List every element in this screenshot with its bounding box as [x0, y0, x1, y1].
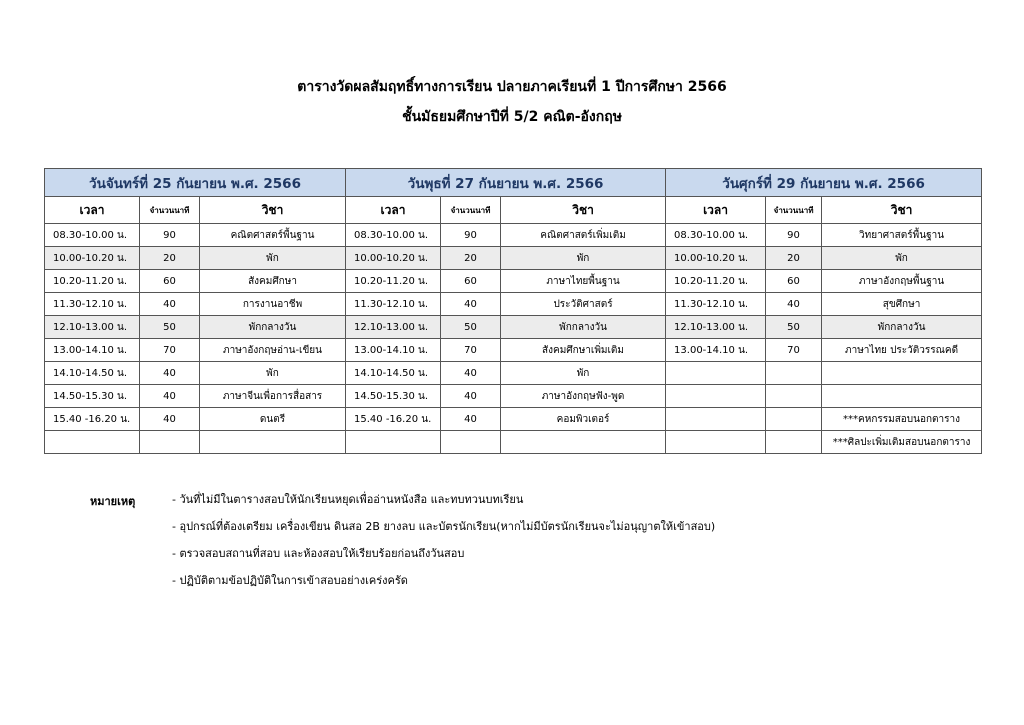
- minutes-cell: 40: [140, 385, 200, 408]
- minutes-cell: 60: [140, 270, 200, 293]
- time-cell: 10.20-11.20 น.: [346, 270, 441, 293]
- col-time: เวลา: [666, 197, 766, 224]
- minutes-cell: 40: [766, 293, 822, 316]
- minutes-cell: 90: [441, 224, 501, 247]
- table-row: [45, 362, 982, 385]
- column-header-row: [45, 197, 982, 224]
- subject-cell: พัก: [501, 247, 666, 270]
- table-row: [45, 431, 982, 454]
- note-item: - ตรวจสอบสถานที่สอบ และห้องสอบให้เรียบร้อยก่อนถึงวันสอบ: [172, 547, 465, 560]
- minutes-cell: 40: [140, 293, 200, 316]
- subject-cell: ภาษาไทยพื้นฐาน: [501, 270, 666, 293]
- subject-cell: [822, 362, 982, 385]
- time-cell: 13.00-14.10 น.: [45, 339, 140, 362]
- table-row: [45, 293, 982, 316]
- time-cell: [346, 431, 441, 454]
- time-cell: 13.00-14.10 น.: [666, 339, 766, 362]
- subject-cell: พัก: [200, 247, 346, 270]
- minutes-cell: 20: [766, 247, 822, 270]
- table-row: [45, 385, 982, 408]
- table-row: [45, 316, 982, 339]
- time-cell: 10.00-10.20 น.: [45, 247, 140, 270]
- note-item: - ปฏิบัติตามข้อปฏิบัติในการเข้าสอบอย่างเคร่งครัด: [172, 574, 408, 587]
- subject-cell: วิทยาศาสตร์พื้นฐาน: [822, 224, 982, 247]
- minutes-cell: 60: [766, 270, 822, 293]
- subject-cell: ภาษาจีนเพื่อการสื่อสาร: [200, 385, 346, 408]
- subject-cell: คณิตศาสตร์พื้นฐาน: [200, 224, 346, 247]
- minutes-cell: 70: [766, 339, 822, 362]
- minutes-cell: [766, 408, 822, 431]
- schedule-body: [45, 224, 982, 454]
- table-row: [45, 247, 982, 270]
- subject-cell: พักกลางวัน: [501, 316, 666, 339]
- subject-cell: ภาษาอังกฤษฟัง-พูด: [501, 385, 666, 408]
- time-cell: 15.40 -16.20 น.: [346, 408, 441, 431]
- note-item: - วันที่ไม่มีในตารางสอบให้นักเรียนหยุดเพื่ออ่านหนังสือ และทบทวนบทเรียน: [172, 493, 524, 506]
- subject-cell: ดนตรี: [200, 408, 346, 431]
- col-time: เวลา: [346, 197, 441, 224]
- time-cell: 10.20-11.20 น.: [45, 270, 140, 293]
- minutes-cell: 40: [441, 293, 501, 316]
- minutes-cell: [140, 431, 200, 454]
- minutes-cell: [766, 431, 822, 454]
- time-cell: 14.10-14.50 น.: [346, 362, 441, 385]
- table-row: [45, 408, 982, 431]
- minutes-cell: 40: [441, 408, 501, 431]
- subject-cell: การงานอาชีพ: [200, 293, 346, 316]
- minutes-cell: 20: [441, 247, 501, 270]
- time-cell: 11.30-12.10 น.: [346, 293, 441, 316]
- day-header-wednesday: วันพุธที่ 27 กันยายน พ.ศ. 2566: [346, 169, 666, 197]
- minutes-cell: 50: [441, 316, 501, 339]
- minutes-cell: [441, 431, 501, 454]
- time-cell: [45, 431, 140, 454]
- time-cell: 11.30-12.10 น.: [45, 293, 140, 316]
- time-cell: 13.00-14.10 น.: [346, 339, 441, 362]
- subject-cell: พักกลางวัน: [200, 316, 346, 339]
- minutes-cell: 50: [140, 316, 200, 339]
- subject-cell: พัก: [822, 247, 982, 270]
- subject-cell: ภาษาไทย ประวัติวรรณคดี: [822, 339, 982, 362]
- subject-cell: ***คหกรรมสอบนอกตาราง: [822, 408, 982, 431]
- time-cell: 14.50-15.30 น.: [45, 385, 140, 408]
- minutes-cell: 40: [441, 385, 501, 408]
- minutes-cell: 40: [140, 408, 200, 431]
- col-subject: วิชา: [501, 197, 666, 224]
- subject-cell: [822, 385, 982, 408]
- time-cell: [666, 385, 766, 408]
- page-subtitle: ชั้นมัธยมศึกษาปีที่ 5/2 คณิต-อังกฤษ: [402, 109, 622, 125]
- minutes-cell: 20: [140, 247, 200, 270]
- table-row: [45, 339, 982, 362]
- minutes-cell: [766, 385, 822, 408]
- time-cell: 12.10-13.00 น.: [666, 316, 766, 339]
- subject-cell: [200, 431, 346, 454]
- minutes-cell: 40: [441, 362, 501, 385]
- time-cell: 08.30-10.00 น.: [45, 224, 140, 247]
- col-minutes: จำนวนนาที: [766, 197, 822, 224]
- minutes-cell: 60: [441, 270, 501, 293]
- minutes-cell: [766, 362, 822, 385]
- col-minutes: จำนวนนาที: [441, 197, 501, 224]
- subject-cell: พัก: [200, 362, 346, 385]
- minutes-cell: 70: [140, 339, 200, 362]
- notes-label: หมายเหตุ: [90, 495, 136, 508]
- subject-cell: ภาษาอังกฤษพื้นฐาน: [822, 270, 982, 293]
- minutes-cell: 50: [766, 316, 822, 339]
- subject-cell: [501, 431, 666, 454]
- time-cell: 12.10-13.00 น.: [45, 316, 140, 339]
- time-cell: 14.50-15.30 น.: [346, 385, 441, 408]
- time-cell: [666, 362, 766, 385]
- time-cell: 08.30-10.00 น.: [666, 224, 766, 247]
- time-cell: 08.30-10.00 น.: [346, 224, 441, 247]
- page-title: ตารางวัดผลสัมฤทธิ์ทางการเรียน ปลายภาคเรียนที่ 1 ปีการศึกษา 2566: [297, 79, 727, 95]
- subject-cell: พักกลางวัน: [822, 316, 982, 339]
- exam-schedule-table: [44, 168, 982, 454]
- minutes-cell: 40: [140, 362, 200, 385]
- subject-cell: พัก: [501, 362, 666, 385]
- minutes-cell: 70: [441, 339, 501, 362]
- time-cell: 12.10-13.00 น.: [346, 316, 441, 339]
- col-minutes: จำนวนนาที: [140, 197, 200, 224]
- time-cell: 14.10-14.50 น.: [45, 362, 140, 385]
- col-subject: วิชา: [822, 197, 982, 224]
- table-row: [45, 224, 982, 247]
- subject-cell: สุขศึกษา: [822, 293, 982, 316]
- subject-cell: สังคมศึกษา: [200, 270, 346, 293]
- note-item: - อุปกรณ์ที่ต้องเตรียม เครื่องเขียน ดินสอ 2B ยางลบ และบัตรนักเรียน(หากไม่มีบัตรนักเรียนจะไม่อนุญาตให้เข้าสอบ): [172, 520, 716, 533]
- time-cell: 11.30-12.10 น.: [666, 293, 766, 316]
- subject-cell: ***ศิลปะเพิ่มเติมสอบนอกตาราง: [822, 431, 982, 454]
- subject-cell: คอมพิวเตอร์: [501, 408, 666, 431]
- col-time: เวลา: [45, 197, 140, 224]
- time-cell: [666, 408, 766, 431]
- time-cell: [666, 431, 766, 454]
- col-subject: วิชา: [200, 197, 346, 224]
- notes-list: [172, 492, 892, 600]
- subject-cell: สังคมศึกษาเพิ่มเติม: [501, 339, 666, 362]
- subject-cell: ประวัติศาสตร์: [501, 293, 666, 316]
- time-cell: 15.40 -16.20 น.: [45, 408, 140, 431]
- day-header-monday: วันจันทร์ที่ 25 กันยายน พ.ศ. 2566: [45, 169, 346, 197]
- time-cell: 10.00-10.20 น.: [666, 247, 766, 270]
- table-row: [45, 270, 982, 293]
- time-cell: 10.20-11.20 น.: [666, 270, 766, 293]
- day-header-row: [45, 169, 982, 197]
- minutes-cell: 90: [766, 224, 822, 247]
- minutes-cell: 90: [140, 224, 200, 247]
- time-cell: 10.00-10.20 น.: [346, 247, 441, 270]
- subject-cell: คณิตศาสตร์เพิ่มเติม: [501, 224, 666, 247]
- subject-cell: ภาษาอังกฤษอ่าน-เขียน: [200, 339, 346, 362]
- day-header-friday: วันศุกร์ที่ 29 กันยายน พ.ศ. 2566: [666, 169, 982, 197]
